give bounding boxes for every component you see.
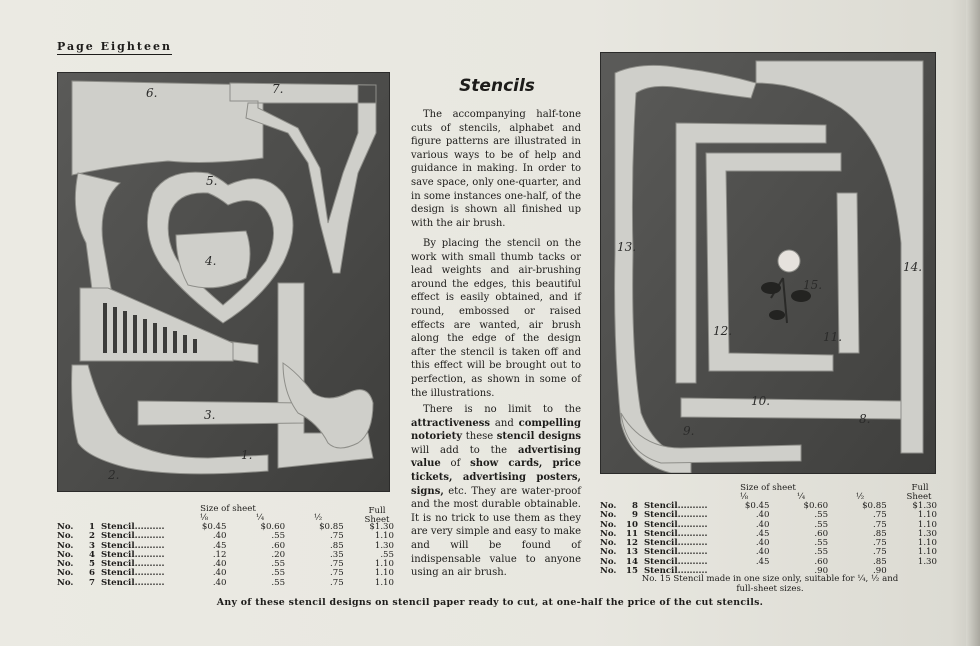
price-eighth: .40 bbox=[755, 510, 770, 521]
p3-text-a: There is no limit to the bbox=[423, 404, 581, 415]
price-half: $0.85 bbox=[319, 522, 344, 532]
price-full: 1.30 bbox=[374, 540, 394, 551]
left-col-quarter: ¼ bbox=[255, 513, 265, 523]
price-full: 1.10 bbox=[917, 510, 937, 521]
price-full: 1.10 bbox=[374, 531, 394, 542]
row-no-label: No. bbox=[57, 559, 74, 570]
row-number: 9 bbox=[631, 510, 638, 521]
price-quarter: .55 bbox=[814, 519, 829, 530]
price-full: 1.10 bbox=[917, 519, 937, 530]
price-half: .75 bbox=[873, 538, 887, 549]
row-no-label: No. bbox=[600, 501, 617, 511]
row-number: 15 bbox=[625, 566, 638, 577]
price-quarter: .55 bbox=[814, 538, 829, 549]
price-half: .90 bbox=[873, 566, 887, 577]
paragraph-2: By placing the stencil on the work with small thumb tacks or lead weights and air-brushing around the edges, this beautiful effect is easily obtained, and if round, embossed or raised effects are wanted, air brush along the edge of the design after the stencil is taken off and this effect will be brought out to perfection, as shown in some of the illustrations. bbox=[411, 238, 581, 399]
price-full: 1.10 bbox=[374, 559, 394, 570]
price-quarter: .60 bbox=[814, 556, 829, 567]
right-label-11: 11. bbox=[823, 330, 843, 344]
price-full: .55 bbox=[380, 549, 394, 560]
row-no-label: No. bbox=[600, 528, 617, 539]
row-name: Stencil.......... bbox=[100, 549, 165, 560]
price-full: 1.10 bbox=[917, 547, 937, 558]
row-no-label: No. bbox=[600, 556, 617, 567]
price-quarter: .55 bbox=[814, 510, 829, 521]
p3-bold-show-cards: show cards, price tickets, advertising posters, signs, bbox=[411, 458, 581, 497]
row-name: Stencil.......... bbox=[100, 522, 165, 532]
price-half: .85 bbox=[873, 528, 887, 539]
row-no-label: No. bbox=[600, 519, 617, 530]
right-col-full: Full bbox=[911, 483, 929, 493]
left-table-row bbox=[57, 579, 394, 588]
price-quarter: $0.60 bbox=[260, 522, 286, 532]
price-eighth: .45 bbox=[755, 556, 770, 567]
row-name: Stencil.......... bbox=[100, 568, 165, 579]
row-name: Stencil.......... bbox=[643, 556, 708, 567]
row-name: Stencil.......... bbox=[643, 538, 708, 549]
price-eighth: .12 bbox=[212, 549, 227, 560]
p3-text-i: of bbox=[440, 458, 471, 470]
left-col-full: Full bbox=[368, 506, 386, 516]
row-no-label: No. bbox=[57, 540, 74, 551]
row-number: 4 bbox=[88, 549, 95, 560]
right-label-15: 15. bbox=[803, 278, 823, 292]
row-number: 7 bbox=[88, 577, 95, 588]
note-line-1: No. 15 Stencil made in one size only, suitable for ¼, ½ and bbox=[641, 574, 899, 584]
stencil-15-note bbox=[600, 574, 940, 594]
price-half: .75 bbox=[873, 519, 887, 530]
price-half: .85 bbox=[330, 540, 344, 551]
row-no-label: No. bbox=[600, 510, 617, 521]
left-label-4: 4. bbox=[205, 254, 217, 268]
row-number: 3 bbox=[88, 540, 95, 551]
right-label-8: 8. bbox=[859, 412, 871, 426]
price-half: .75 bbox=[873, 547, 887, 558]
price-quarter: .55 bbox=[814, 547, 829, 558]
paragraph-benefits bbox=[411, 403, 581, 580]
price-full: 1.30 bbox=[917, 528, 937, 539]
left-price-table bbox=[57, 523, 394, 588]
price-full: 1.30 bbox=[917, 556, 937, 567]
price-quarter: .60 bbox=[814, 528, 829, 539]
page-footer-note: Any of these stencil designs on stencil paper ready to cut, at one-half the price of the cut stencils. bbox=[216, 597, 764, 608]
row-name: Stencil.......... bbox=[100, 577, 165, 588]
p3-bold-notoriety: compelling notoriety bbox=[411, 417, 581, 443]
price-quarter: .55 bbox=[271, 559, 286, 570]
paragraph-method bbox=[411, 237, 581, 400]
row-no-label: No. bbox=[600, 547, 617, 558]
row-number: 5 bbox=[88, 559, 95, 570]
price-eighth: .40 bbox=[212, 568, 227, 579]
right-label-13: 13. bbox=[617, 240, 637, 254]
price-half: .85 bbox=[873, 556, 887, 567]
price-quarter: .55 bbox=[271, 531, 286, 542]
price-eighth: .40 bbox=[755, 547, 770, 558]
paragraph-intro bbox=[411, 108, 581, 230]
row-name: Stencil.......... bbox=[100, 559, 165, 570]
row-name: Stencil.......... bbox=[100, 540, 165, 551]
row-no-label: No. bbox=[600, 566, 617, 577]
price-eighth: $0.45 bbox=[744, 501, 770, 511]
row-no-label: No. bbox=[57, 522, 74, 532]
price-half: .75 bbox=[330, 568, 344, 579]
left-label-3: 3. bbox=[204, 408, 216, 422]
paragraph-3 bbox=[411, 403, 581, 580]
row-name: Stencil.......... bbox=[643, 510, 708, 521]
p3-text-e: these bbox=[462, 431, 497, 443]
price-eighth: .40 bbox=[212, 559, 227, 570]
right-stencils-photo bbox=[600, 52, 936, 474]
p3-bold-advertising-value: advertising value bbox=[411, 444, 581, 470]
price-quarter: .55 bbox=[271, 577, 286, 588]
price-half: .35 bbox=[330, 549, 344, 560]
row-no-label: No. bbox=[57, 531, 74, 542]
p3-text-g: will add to the bbox=[411, 444, 518, 456]
right-col-half: ½ bbox=[855, 492, 865, 502]
row-number: 14 bbox=[625, 556, 638, 567]
price-half: .75 bbox=[330, 531, 344, 542]
right-table-size-header: Size of sheet bbox=[740, 483, 796, 493]
page-title: Stencils bbox=[459, 76, 535, 96]
left-col-sheet: Sheet bbox=[364, 515, 390, 525]
book-spine-shadow bbox=[966, 0, 980, 646]
left-stencils-illustration bbox=[58, 73, 389, 491]
right-stencils-illustration bbox=[601, 53, 935, 473]
row-number: 2 bbox=[88, 531, 95, 542]
price-quarter: .55 bbox=[271, 568, 286, 579]
price-full: 1.10 bbox=[374, 568, 394, 579]
row-name: Stencil.......... bbox=[643, 528, 708, 539]
right-label-9: 9. bbox=[683, 424, 695, 438]
row-number: 12 bbox=[625, 538, 638, 549]
left-label-5: 5. bbox=[206, 174, 218, 188]
row-name: Stencil.......... bbox=[643, 547, 708, 558]
price-quarter: $0.60 bbox=[803, 501, 829, 511]
price-full: $1.30 bbox=[369, 522, 394, 532]
price-half: $0.85 bbox=[862, 501, 887, 511]
left-stencils-photo bbox=[57, 72, 390, 492]
price-full: 1.10 bbox=[374, 577, 394, 588]
right-label-10: 10. bbox=[751, 394, 771, 408]
left-label-1: 1. bbox=[241, 448, 253, 462]
price-eighth: $0.45 bbox=[201, 522, 227, 532]
price-half: .75 bbox=[330, 559, 344, 570]
price-half: .75 bbox=[330, 577, 344, 588]
price-eighth: .40 bbox=[755, 538, 770, 549]
right-col-eighth: ⅛ bbox=[739, 492, 749, 502]
note-line-2: full-sheet sizes. bbox=[736, 584, 804, 594]
row-no-label: No. bbox=[600, 538, 617, 549]
right-col-sheet: Sheet bbox=[906, 492, 932, 502]
price-eighth: .40 bbox=[212, 577, 227, 588]
p3-bold-attractiveness: attractiveness bbox=[411, 417, 491, 429]
price-quarter: .20 bbox=[271, 549, 286, 560]
row-number: 13 bbox=[625, 547, 638, 558]
p3-text-c: and bbox=[490, 417, 519, 429]
left-col-eighth: ⅛ bbox=[199, 513, 209, 523]
right-label-14: 14. bbox=[903, 260, 923, 274]
left-col-half: ½ bbox=[313, 513, 323, 523]
price-full: $1.30 bbox=[912, 501, 937, 511]
row-number: 10 bbox=[625, 519, 638, 530]
row-name: Stencil.......... bbox=[643, 501, 708, 511]
p3-bold-stencil-designs: stencil designs bbox=[496, 431, 581, 443]
price-eighth: .45 bbox=[755, 528, 770, 539]
row-number: 6 bbox=[88, 568, 95, 579]
row-no-label: No. bbox=[57, 568, 74, 579]
price-eighth: .40 bbox=[755, 519, 770, 530]
row-number: 1 bbox=[88, 522, 95, 532]
right-col-quarter: ¼ bbox=[796, 492, 806, 502]
row-number: 11 bbox=[625, 528, 638, 539]
paragraph-1: The accompanying half-tone cuts of stencils, alphabet and figure patterns are illustrated in various ways to be of help and guidance in making. In order to save space, only one-quarter, and in some instances one-half, of the design is shown all finished up with the air brush. bbox=[411, 109, 581, 229]
price-eighth: .45 bbox=[212, 540, 227, 551]
price-quarter: .90 bbox=[814, 566, 829, 577]
left-label-7: 7. bbox=[272, 82, 284, 96]
left-label-6: 6. bbox=[146, 86, 158, 100]
right-label-12: 12. bbox=[713, 324, 733, 338]
row-name: Stencil.......... bbox=[643, 519, 708, 530]
page-header: Page Eighteen bbox=[57, 40, 172, 53]
row-no-label: No. bbox=[57, 549, 74, 560]
row-number: 8 bbox=[631, 501, 638, 511]
price-quarter: .60 bbox=[271, 540, 286, 551]
price-eighth: .40 bbox=[212, 531, 227, 542]
left-label-2: 2. bbox=[108, 468, 120, 482]
price-full: 1.10 bbox=[917, 538, 937, 549]
p3-text-k: etc. They are water-proof and the most durable obtainable. It is no trick to use them as they are very simple and easy to make and will be found of indispensable value to anyone using an air brush. bbox=[411, 485, 581, 579]
row-name: Stencil.......... bbox=[643, 566, 708, 577]
left-table-size-header: Size of sheet bbox=[200, 504, 256, 514]
row-name: Stencil.......... bbox=[100, 531, 165, 542]
price-half: .75 bbox=[873, 510, 887, 521]
row-no-label: No. bbox=[57, 577, 74, 588]
right-price-table bbox=[600, 502, 937, 576]
